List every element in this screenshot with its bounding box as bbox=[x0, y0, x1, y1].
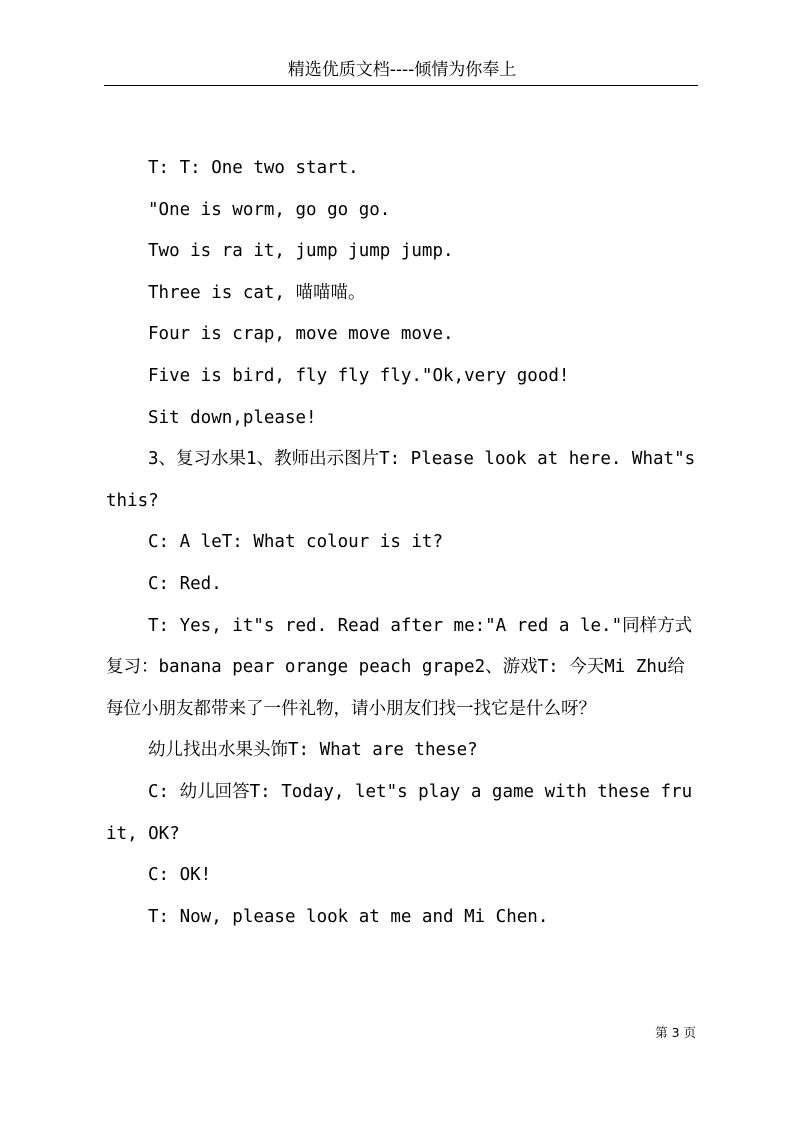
paragraph: T: Yes, it"s red. Read after me:"A red a le."同样方式复习：banana pear orange peach grape2、游戏T: 今天Mi Zhu给每位小朋友都带来了一件礼物，请小朋友们找一找它是什么呀？ bbox=[106, 615, 693, 719]
paragraph: 3、复习水果1、教师出示图片T: Please look at here. What"s this? bbox=[106, 449, 706, 511]
paragraph: T: Now, please look at me and Mi Chen. bbox=[148, 906, 549, 927]
paragraph: 幼儿找出水果头饰T: What are these? bbox=[148, 740, 478, 761]
paragraph: C: OK! bbox=[148, 865, 212, 886]
paragraph: "One is worm, go go go. bbox=[148, 199, 391, 220]
header-divider bbox=[104, 85, 698, 86]
paragraph: Four is crap, move move move. bbox=[148, 324, 454, 345]
paragraph: C: Red. bbox=[148, 573, 222, 594]
paragraph: C: A leT: What colour is it? bbox=[148, 532, 444, 553]
paragraph: C: 幼儿回答T: Today, let"s play a game with these fruit, OK? bbox=[106, 781, 693, 844]
paragraph: T: T: One two start. bbox=[148, 158, 359, 178]
paragraph: Two is ra it, jump jump jump. bbox=[148, 241, 454, 262]
paragraph: Three is cat, 喵喵喵。 bbox=[148, 282, 366, 303]
document-body bbox=[106, 148, 706, 938]
paragraph: Five is bird, fly fly fly."Ok,very good! bbox=[148, 365, 570, 386]
page-header-title: 精选优质文档----倾情为你奉上 bbox=[287, 60, 517, 80]
page-number: 第 3 页 bbox=[655, 1025, 696, 1040]
paragraph: Sit down,please! bbox=[148, 407, 317, 428]
